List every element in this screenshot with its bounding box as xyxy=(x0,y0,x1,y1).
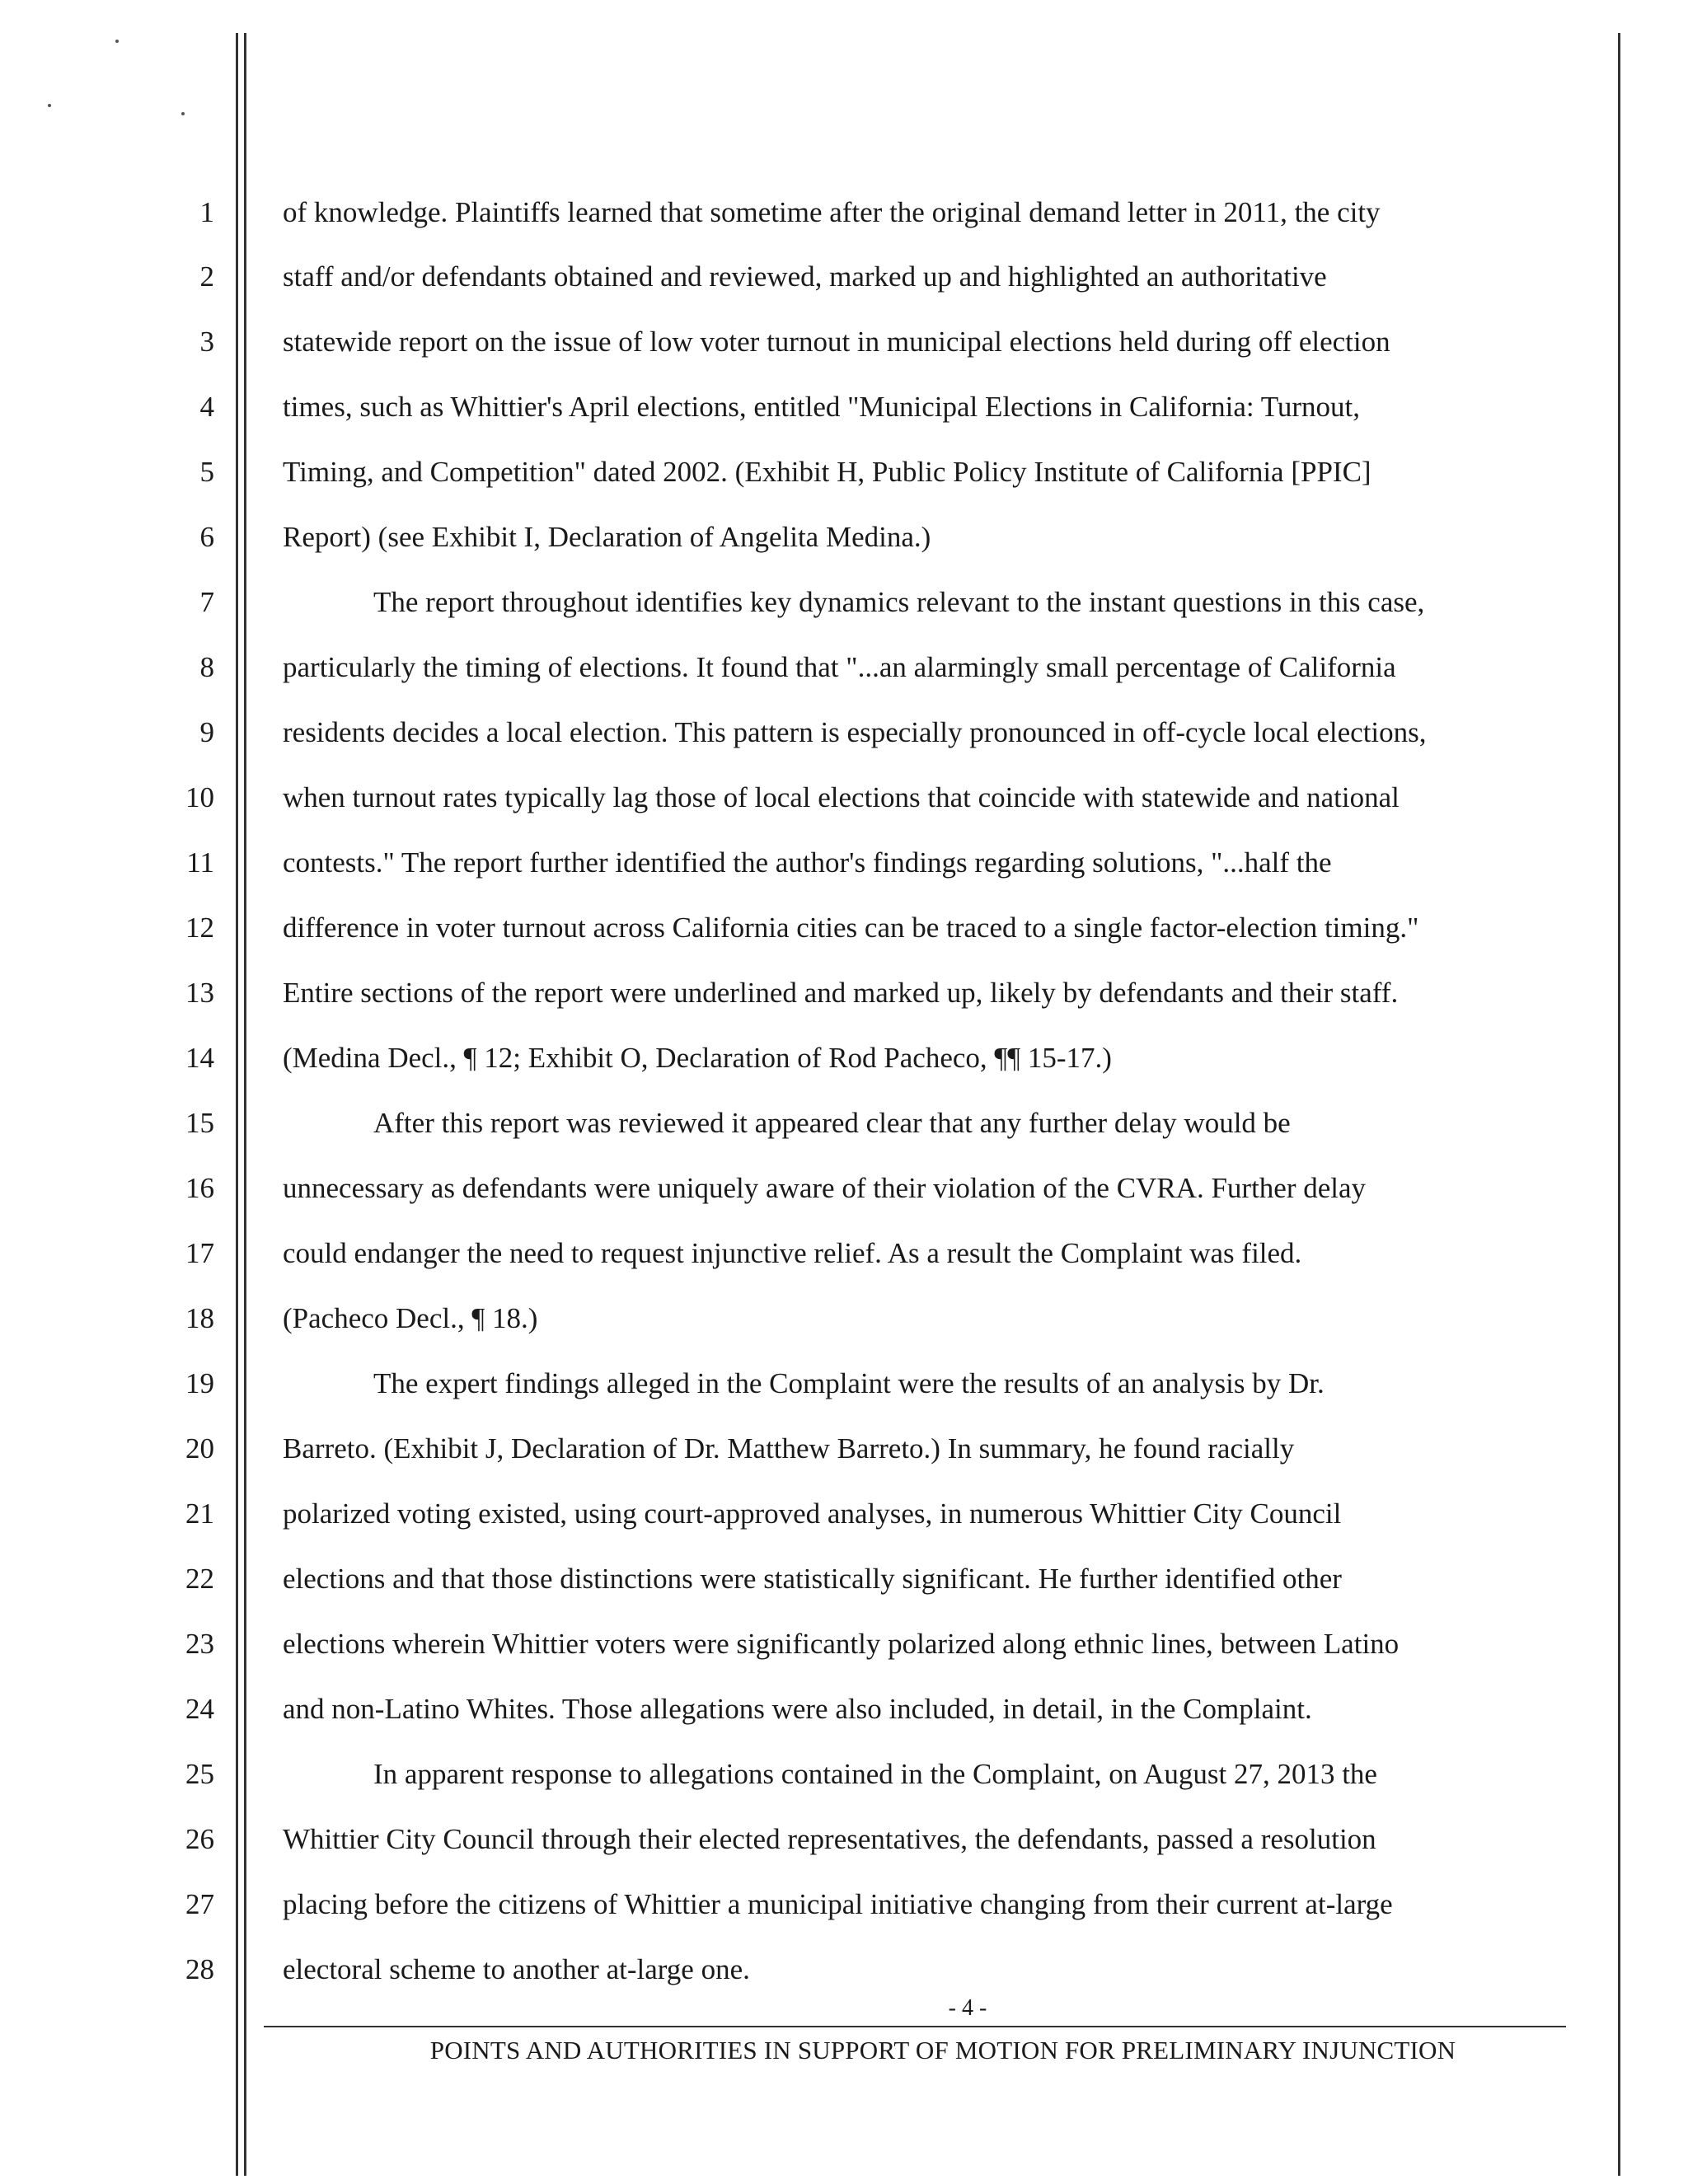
text-line: Report) (see Exhibit I, Declaration of Angelita Medina.) xyxy=(283,521,931,553)
text-line: Whittier City Council through their elected representatives, the defendants, passed a resolution xyxy=(283,1823,1376,1855)
text-line: electoral scheme to another at-large one. xyxy=(283,1953,750,1985)
line-number: 3 xyxy=(199,326,214,358)
line-number: 5 xyxy=(199,456,214,488)
text-line: of knowledge. Plaintiffs learned that sometime after the original demand letter in 2011, the city xyxy=(283,196,1381,228)
line-number: 2 xyxy=(199,260,214,293)
line-number: 20 xyxy=(185,1432,214,1465)
text-line: when turnout rates typically lag those of local elections that coincide with statewide and national xyxy=(283,781,1400,813)
line-number: 14 xyxy=(185,1042,214,1074)
line-number: 19 xyxy=(185,1367,214,1399)
line-number: 23 xyxy=(185,1628,214,1660)
text-line: elections and that those distinctions were statistically significant. He further identified other xyxy=(283,1563,1342,1595)
line-number: 28 xyxy=(185,1953,214,1985)
text-line: (Pacheco Decl., ¶ 18.) xyxy=(283,1302,538,1334)
text-line: statewide report on the issue of low voter turnout in municipal elections held during off election xyxy=(283,326,1390,358)
line-number: 8 xyxy=(199,651,214,683)
line-number: 24 xyxy=(185,1693,214,1725)
line-number: 15 xyxy=(185,1107,214,1139)
line-number: 27 xyxy=(185,1888,214,1920)
line-number: 1 xyxy=(199,196,214,228)
scan-speck xyxy=(115,40,119,43)
text-line: unnecessary as defendants were uniquely aware of their violation of the CVRA. Further delay xyxy=(283,1172,1367,1204)
footer-rule xyxy=(264,2026,1566,2027)
text-line: times, such as Whittier's April elections, entitled "Municipal Elections in California: Turnout, xyxy=(283,391,1360,423)
line-number: 26 xyxy=(185,1823,214,1855)
paragraph-first-line: The report throughout identifies key dynamics relevant to the instant questions in this case, xyxy=(373,586,1425,618)
text-line: and non-Latino Whites. Those allegations were also included, in detail, in the Complaint. xyxy=(283,1693,1312,1725)
line-number: 12 xyxy=(185,912,214,944)
line-number: 9 xyxy=(199,716,214,748)
text-line: Entire sections of the report were underlined and marked up, likely by defendants and their staff. xyxy=(283,977,1399,1009)
line-number: 10 xyxy=(185,781,214,813)
line-number: 7 xyxy=(199,586,214,618)
line-number: 18 xyxy=(185,1302,214,1334)
line-number: 21 xyxy=(185,1497,214,1530)
text-line: particularly the timing of elections. It found that "...an alarmingly small percentage of California xyxy=(283,651,1396,683)
scan-speck xyxy=(181,112,185,115)
paragraph-first-line: In apparent response to allegations contained in the Complaint, on August 27, 2013 the xyxy=(373,1758,1377,1790)
line-number: 16 xyxy=(185,1172,214,1204)
right-margin-rule xyxy=(1618,33,1620,2176)
text-line: Timing, and Competition" dated 2002. (Exhibit H, Public Policy Institute of California [PPIC] xyxy=(283,456,1372,488)
text-line: could endanger the need to request injunctive relief. As a result the Complaint was filed. xyxy=(283,1237,1302,1269)
scan-speck xyxy=(48,104,51,107)
line-number: 4 xyxy=(199,391,214,423)
left-margin-rule xyxy=(244,33,246,2176)
line-number: 25 xyxy=(185,1758,214,1790)
text-line: contests." The report further identified the author's findings regarding solutions, "...half the xyxy=(283,846,1332,879)
paragraph-first-line: After this report was reviewed it appeared clear that any further delay would be xyxy=(373,1107,1291,1139)
text-line: elections wherein Whittier voters were significantly polarized along ethnic lines, between Latino xyxy=(283,1628,1400,1660)
left-margin-rule xyxy=(236,33,238,2176)
text-line: residents decides a local election. This pattern is especially pronounced in off-cycle local elections, xyxy=(283,716,1427,748)
footer-page-number: - 4 - xyxy=(948,1995,987,2021)
text-line: difference in voter turnout across California cities can be traced to a single factor-election timing." xyxy=(283,912,1419,944)
line-number: 11 xyxy=(186,846,214,879)
line-number: 6 xyxy=(199,521,214,553)
text-line: polarized voting existed, using court-approved analyses, in numerous Whittier City Council xyxy=(283,1497,1342,1530)
line-number: 22 xyxy=(185,1563,214,1595)
text-line: (Medina Decl., ¶ 12; Exhibit O, Declaration of Rod Pacheco, ¶¶ 15-17.) xyxy=(283,1042,1112,1074)
paragraph-first-line: The expert findings alleged in the Complaint were the results of an analysis by Dr. xyxy=(373,1367,1325,1399)
text-line: placing before the citizens of Whittier a municipal initiative changing from their current at-large xyxy=(283,1888,1393,1920)
footer-title: POINTS AND AUTHORITIES IN SUPPORT OF MOTION FOR PRELIMINARY INJUNCTION xyxy=(429,2036,1456,2064)
line-number: 13 xyxy=(185,977,214,1009)
text-line: Barreto. (Exhibit J, Declaration of Dr. Matthew Barreto.) In summary, he found racially xyxy=(283,1432,1295,1465)
text-line: staff and/or defendants obtained and reviewed, marked up and highlighted an authoritative xyxy=(283,260,1327,293)
line-number: 17 xyxy=(185,1237,214,1269)
